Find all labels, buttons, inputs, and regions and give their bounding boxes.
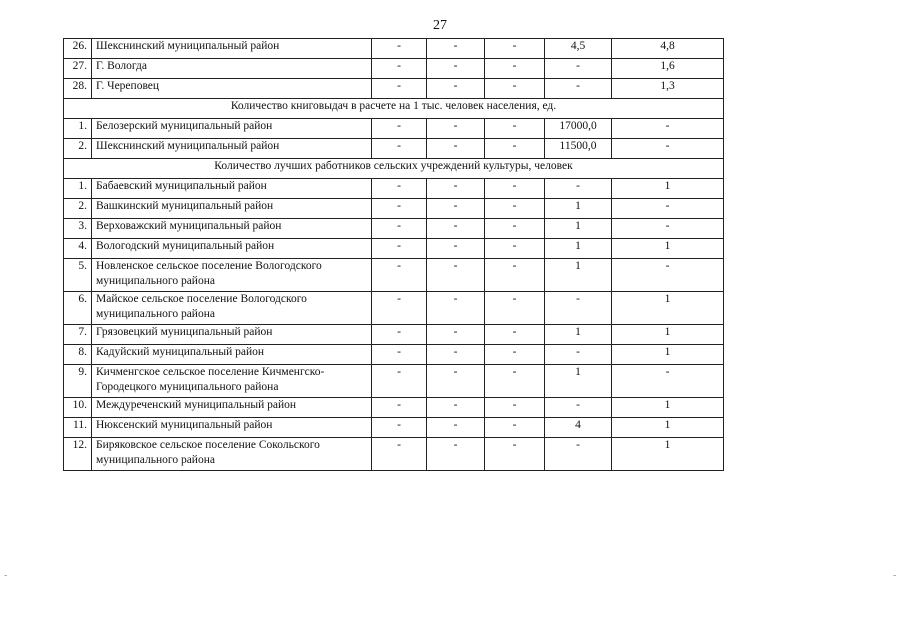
table-row <box>64 418 724 438</box>
value-cell-5: - <box>612 365 724 398</box>
value-cell-2: - <box>427 325 485 345</box>
value-cell-4: 4 <box>545 418 612 438</box>
value-cell-4: - <box>545 79 612 99</box>
territory-name: Майское сельское поселение Вологодского муниципального района <box>92 292 372 325</box>
value-cell-2: - <box>427 39 485 59</box>
value-cell-2: - <box>427 365 485 398</box>
row-number: 1. <box>64 119 92 139</box>
value-cell-5: 1 <box>612 179 724 199</box>
territory-name: Грязовецкий муниципальный район <box>92 325 372 345</box>
value-cell-4: 1 <box>545 365 612 398</box>
row-number: 11. <box>64 418 92 438</box>
value-cell-4: 4,5 <box>545 39 612 59</box>
value-cell-5: 1 <box>612 418 724 438</box>
value-cell-2: - <box>427 438 485 471</box>
value-cell-1: - <box>372 438 427 471</box>
row-number: 28. <box>64 79 92 99</box>
territory-name: Новленское сельское поселение Вологодского муниципального района <box>92 259 372 292</box>
value-cell-3: - <box>485 119 545 139</box>
table-row <box>64 365 724 398</box>
value-cell-5: - <box>612 119 724 139</box>
territory-name: Шекснинский муниципальный район <box>92 139 372 159</box>
value-cell-3: - <box>485 438 545 471</box>
value-cell-1: - <box>372 418 427 438</box>
value-cell-5: 1 <box>612 398 724 418</box>
territory-name: Кадуйский муниципальный район <box>92 345 372 365</box>
value-cell-2: - <box>427 79 485 99</box>
table-row <box>64 239 724 259</box>
value-cell-5: - <box>612 199 724 219</box>
value-cell-2: - <box>427 219 485 239</box>
value-cell-3: - <box>485 219 545 239</box>
row-number: 8. <box>64 345 92 365</box>
value-cell-1: - <box>372 119 427 139</box>
value-cell-1: - <box>372 39 427 59</box>
territory-name: Междуреченский муниципальный район <box>92 398 372 418</box>
row-number: 1. <box>64 179 92 199</box>
value-cell-4: - <box>545 179 612 199</box>
value-cell-5: 1,6 <box>612 59 724 79</box>
value-cell-3: - <box>485 139 545 159</box>
value-cell-2: - <box>427 239 485 259</box>
value-cell-4: - <box>545 345 612 365</box>
table-row <box>64 79 724 99</box>
value-cell-4: 17000,0 <box>545 119 612 139</box>
value-cell-4: 1 <box>545 325 612 345</box>
row-number: 5. <box>64 259 92 292</box>
territory-name: Белозерский муниципальный район <box>92 119 372 139</box>
value-cell-1: - <box>372 345 427 365</box>
value-cell-3: - <box>485 398 545 418</box>
value-cell-2: - <box>427 292 485 325</box>
row-number: 4. <box>64 239 92 259</box>
value-cell-3: - <box>485 325 545 345</box>
value-cell-1: - <box>372 199 427 219</box>
value-cell-4: 1 <box>545 259 612 292</box>
value-cell-4: - <box>545 438 612 471</box>
value-cell-3: - <box>485 39 545 59</box>
value-cell-3: - <box>485 418 545 438</box>
value-cell-4: 1 <box>545 199 612 219</box>
value-cell-1: - <box>372 179 427 199</box>
value-cell-5: 1 <box>612 438 724 471</box>
territory-name: Бабаевский муниципальный район <box>92 179 372 199</box>
value-cell-2: - <box>427 139 485 159</box>
value-cell-4: - <box>545 292 612 325</box>
table-row <box>64 292 724 325</box>
territory-name: Биряковское сельское поселение Сокольского муниципального района <box>92 438 372 471</box>
value-cell-1: - <box>372 59 427 79</box>
value-cell-3: - <box>485 79 545 99</box>
value-cell-2: - <box>427 259 485 292</box>
territory-name: Вашкинский муниципальный район <box>92 199 372 219</box>
section-title: Количество книговыдач в расчете на 1 тыс. человек населения, ед. <box>64 99 724 119</box>
section-header-row <box>64 159 724 179</box>
value-cell-5: 1 <box>612 292 724 325</box>
value-cell-5: 1 <box>612 325 724 345</box>
value-cell-4: 1 <box>545 239 612 259</box>
territory-name: Г. Вологда <box>92 59 372 79</box>
row-number: 6. <box>64 292 92 325</box>
row-number: 7. <box>64 325 92 345</box>
value-cell-1: - <box>372 239 427 259</box>
value-cell-2: - <box>427 179 485 199</box>
table-row <box>64 119 724 139</box>
section-header-row <box>64 99 724 119</box>
value-cell-4: - <box>545 59 612 79</box>
table-row <box>64 325 724 345</box>
value-cell-1: - <box>372 139 427 159</box>
table-row <box>64 259 724 292</box>
row-number: 12. <box>64 438 92 471</box>
territory-name: Верховажский муниципальный район <box>92 219 372 239</box>
row-number: 2. <box>64 139 92 159</box>
value-cell-1: - <box>372 219 427 239</box>
table-row <box>64 139 724 159</box>
section-title: Количество лучших работников сельских учреждений культуры, человек <box>64 159 724 179</box>
value-cell-3: - <box>485 345 545 365</box>
row-number: 27. <box>64 59 92 79</box>
value-cell-5: 1,3 <box>612 79 724 99</box>
value-cell-3: - <box>485 292 545 325</box>
value-cell-1: - <box>372 259 427 292</box>
value-cell-1: - <box>372 292 427 325</box>
value-cell-3: - <box>485 59 545 79</box>
row-number: 26. <box>64 39 92 59</box>
row-number: 3. <box>64 219 92 239</box>
value-cell-1: - <box>372 79 427 99</box>
territory-name: Вологодский муниципальный район <box>92 239 372 259</box>
value-cell-3: - <box>485 365 545 398</box>
value-cell-2: - <box>427 398 485 418</box>
territory-name: Кичменгское сельское поселение Кичменгско-Городецкого муниципального района <box>92 365 372 398</box>
value-cell-2: - <box>427 199 485 219</box>
value-cell-3: - <box>485 259 545 292</box>
table-row <box>64 219 724 239</box>
table-row <box>64 59 724 79</box>
row-number: 10. <box>64 398 92 418</box>
value-cell-3: - <box>485 199 545 219</box>
territory-name: Г. Череповец <box>92 79 372 99</box>
value-cell-4: - <box>545 398 612 418</box>
page-number: 27 <box>433 18 447 33</box>
value-cell-2: - <box>427 345 485 365</box>
table-row <box>64 179 724 199</box>
table-row <box>64 398 724 418</box>
territory-name: Нюксенский муниципальный район <box>92 418 372 438</box>
value-cell-3: - <box>485 239 545 259</box>
value-cell-2: - <box>427 59 485 79</box>
row-number: 2. <box>64 199 92 219</box>
value-cell-4: 11500,0 <box>545 139 612 159</box>
value-cell-1: - <box>372 365 427 398</box>
table-row <box>64 199 724 219</box>
value-cell-5: 4,8 <box>612 39 724 59</box>
value-cell-1: - <box>372 398 427 418</box>
right-margin-mark: - <box>893 570 897 581</box>
territory-name: Шекснинский муниципальный район <box>92 39 372 59</box>
value-cell-2: - <box>427 418 485 438</box>
value-cell-2: - <box>427 119 485 139</box>
row-number: 9. <box>64 365 92 398</box>
value-cell-4: 1 <box>545 219 612 239</box>
value-cell-5: 1 <box>612 345 724 365</box>
left-margin-mark: - <box>4 570 8 581</box>
value-cell-5: - <box>612 219 724 239</box>
table-row <box>64 345 724 365</box>
table-row <box>64 39 724 59</box>
value-cell-5: - <box>612 139 724 159</box>
indicator-table <box>63 38 724 471</box>
value-cell-5: 1 <box>612 239 724 259</box>
value-cell-5: - <box>612 259 724 292</box>
value-cell-1: - <box>372 325 427 345</box>
table-row <box>64 438 724 471</box>
value-cell-3: - <box>485 179 545 199</box>
